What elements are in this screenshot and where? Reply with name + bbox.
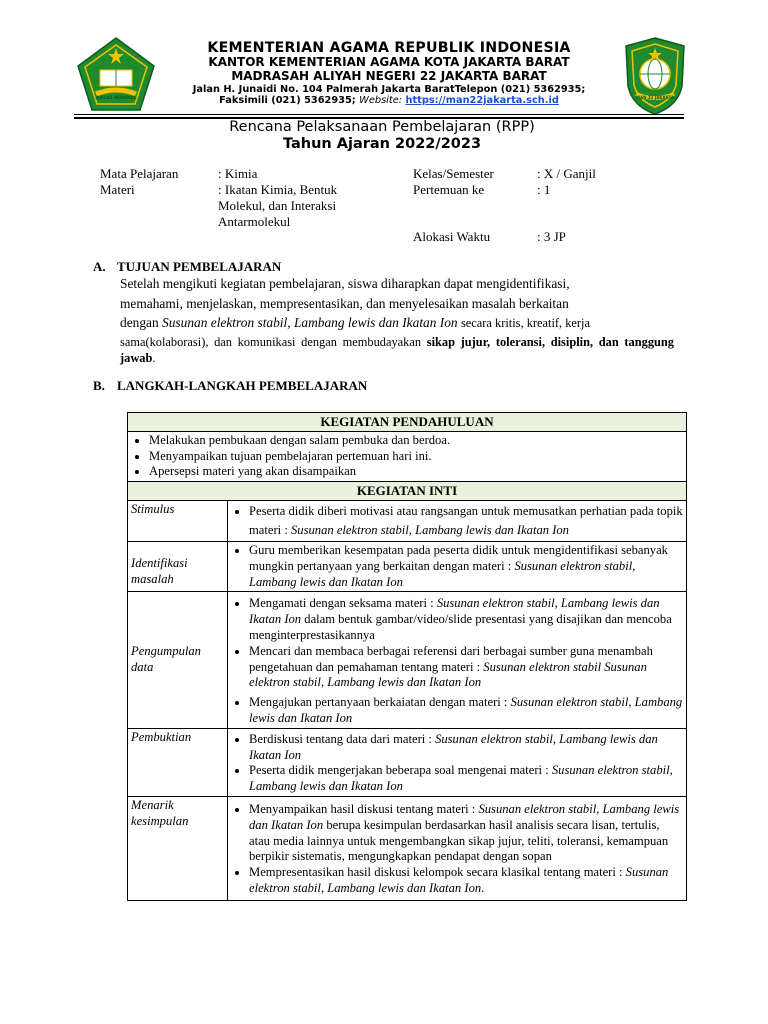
list-item: • Berdiskusi tentang data dari materi : Susunan elektron stabil, Lambang lewis dan Ikatan Ion xyxy=(249,732,683,764)
kelas-value: : X / Ganjil xyxy=(537,166,596,181)
kemenag-logo-icon xyxy=(74,36,158,114)
pengumpulan-cell xyxy=(228,592,687,728)
list-item: • Menyampaikan hasil diskusi tentang materi : Susunan elektron stabil, Lambang lewis dan Ikatan Ion berupa kesimpulan berdasarkan hasil analisis secara lisan, tertulis, atau media lainnya untuk mengembangkan sikap jujur, teliti, toleransi, kemampuan berpikir sistematis, mengungkapkan pendapat dengan sopan xyxy=(249,802,683,865)
document-title xyxy=(74,119,690,153)
fax-text: Faksimili (021) 5362935; xyxy=(219,95,356,107)
materi-label: Materi xyxy=(100,182,135,197)
school-name: MADRASAH ALIYAH NEGERI 22 JAKARTA BARAT xyxy=(231,69,547,84)
logo-right-caption: MAN 22 JAKARTA xyxy=(636,95,674,100)
section-a-heading xyxy=(93,259,281,275)
list-item: • Mengajukan pertanyaan berkaiatan dengan materi : Susunan elektron stabil, Lambang lewis dan Ikatan Ion xyxy=(249,695,683,727)
section-a-number: A. xyxy=(93,259,106,274)
menarik-cell xyxy=(228,796,687,900)
learning-steps-table xyxy=(127,412,687,901)
tujuan-topic-b: Lambang lewis dan Ikatan Ion xyxy=(293,315,458,330)
table-row-pembuktian xyxy=(128,728,687,796)
ministry-name: KEMENTERIAN AGAMA REPUBLIK INDONESIA xyxy=(207,40,571,56)
materi-value-line-3: Antarmolekul xyxy=(218,214,291,229)
title-line-2: Tahun Ajaran 2022/2023 xyxy=(282,136,482,152)
phase-identifikasi: Identifikasi masalah xyxy=(128,541,228,591)
tujuan-line-4 xyxy=(120,334,674,366)
mapel-value: : Kimia xyxy=(218,166,258,181)
tujuan-paragraph xyxy=(120,274,674,366)
section-b-number: B. xyxy=(93,378,105,393)
tujuan-dengan: dengan xyxy=(120,315,159,330)
pendahuluan-list xyxy=(131,433,683,480)
website-link[interactable]: https://man22jakarta.sch.id xyxy=(405,95,559,107)
tujuan-comma: , xyxy=(287,315,291,330)
list-item: • Mengamati dengan seksama materi : Susunan elektron stabil, Lambang lewis dan Ikatan Ion dalam bentuk gambar/video/slide presentasi yang disajikan dan mencoba menginterprestasikannya xyxy=(249,596,683,643)
logo-motto: IKHLAS BERAMAL xyxy=(95,95,137,100)
man22-logo-icon xyxy=(620,36,690,116)
school-contact xyxy=(156,95,622,106)
title-line-1: Rencana Pelaksanaan Pembelajaran (RPP) xyxy=(229,119,535,135)
list-item: • Peserta didik mengerjakan beberapa soal mengenai materi : Susunan elektron stabil, Lambang lewis dan Ikatan Ion xyxy=(249,763,683,795)
table-row-menarik xyxy=(128,796,687,900)
pembuktian-cell xyxy=(228,728,687,796)
tujuan-line-4-text: sama(kolaborasi), dan komunikasi dengan membudayakan xyxy=(120,334,422,349)
list-item: • Guru memberikan kesempatan pada peserta didik untuk mengidentifikasi sebanyak mungkin pertanyaan yang berkaitan dengan materi : Susunan elektron stabil, Lambang lewis dan Ikatan Ion xyxy=(249,543,683,590)
table-row-pengumpulan xyxy=(128,592,687,728)
tujuan-period: . xyxy=(152,350,156,365)
kelas-label: Kelas/Semester xyxy=(413,166,494,181)
mapel-label: Mata Pelajaran xyxy=(100,166,179,181)
materi-value-line-1: : Ikatan Kimia, Bentuk xyxy=(218,182,338,197)
section-b-heading xyxy=(93,378,367,394)
office-name: KANTOR KEMENTERIAN AGAMA KOTA JAKARTA BARAT xyxy=(208,55,570,70)
list-item: • Peserta didik diberi motivasi atau rangsangan untuk memusatkan perhatian pada topik materi : Susunan elektron stabil, Lambang lewis dan Ikatan Ion xyxy=(249,502,683,540)
pendahuluan-cell xyxy=(128,431,687,481)
stimulus-cell xyxy=(228,500,687,541)
table-row-identifikasi xyxy=(128,541,687,591)
pertemuan-label: Pertemuan ke xyxy=(413,182,485,197)
header-divider-thin xyxy=(74,114,684,115)
pendahuluan-item: • Apersepsi materi yang akan disampaikan xyxy=(149,464,683,480)
phase-pembuktian: Pembuktian xyxy=(128,728,228,796)
tujuan-values: sikap jujur, toleransi, disiplin, dan tanggung jawab xyxy=(120,334,674,365)
school-address: Jalan H. Junaidi No. 104 Palmerah Jakarta BaratTelepon (021) 5362935; xyxy=(192,83,586,95)
pendahuluan-item: • Melakukan pembukaan dengan salam pembuka dan berdoa. xyxy=(149,433,683,449)
list-item: • Mempresentasikan hasil diskusi kelompok secara klasikal tentang materi : Susunan elektron stabil, Lambang lewis dan Ikatan Ion. xyxy=(249,865,683,897)
pendahuluan-header: KEGIATAN PENDAHULUAN xyxy=(128,413,687,432)
phase-pengumpulan: Pengumpulan data xyxy=(128,592,228,728)
section-b-title: LANGKAH-LANGKAH PEMBELAJARAN xyxy=(117,378,368,393)
alokasi-value: : 3 JP xyxy=(537,229,566,244)
identifikasi-cell xyxy=(228,541,687,591)
pendahuluan-item: • Menyampaikan tujuan pembelajaran pertemuan hari ini. xyxy=(149,449,683,465)
phase-menarik: Menarik kesimpulan xyxy=(128,796,228,900)
alokasi-label: Alokasi Waktu xyxy=(413,229,491,244)
tujuan-line-2: memahami, menjelaskan, mempresentasikan, dan menyelesaikan masalah berkaitan xyxy=(120,295,569,311)
tujuan-line-1: Setelah mengikuti kegiatan pembelajaran, siswa diharapkan dapat mengidentifikasi, xyxy=(120,276,570,291)
tujuan-topic-a: Susunan elektron stabil xyxy=(162,315,288,330)
phase-stimulus: Stimulus xyxy=(128,500,228,541)
pertemuan-value: : 1 xyxy=(537,182,551,197)
materi-value-line-2: Molekul, dan Interaksi xyxy=(218,198,337,213)
section-a-title: TUJUAN PEMBELAJARAN xyxy=(117,259,282,274)
table-row-stimulus xyxy=(128,500,687,541)
website-label: Website: xyxy=(359,95,403,107)
tujuan-line-3 xyxy=(120,313,674,334)
list-item: • Mencari dan membaca berbagai referensi dari berbagai sumber guna menambah pengetahuan dan pemahaman tentang materi : Susunan elektron stabil Susunan elektron stabil, Lambang lewis dan Ikatan Ion xyxy=(249,644,683,691)
inti-header: KEGIATAN INTI xyxy=(128,482,687,501)
letterhead xyxy=(74,36,690,116)
tujuan-line-3-tail: secara kritis, kreatif, kerja xyxy=(460,316,590,330)
